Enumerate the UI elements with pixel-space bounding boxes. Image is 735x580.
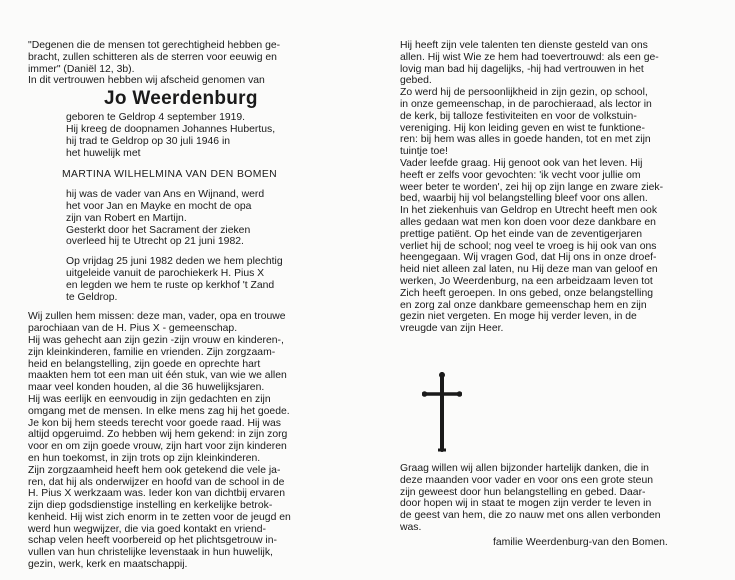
life-text: Hij heeft zijn vele talenten ten dienste gesteld van ons allen. Hij wist Wie ze hem had toevertrouwd: als een ge- lovig man bad hij dagelijks, -hij had vertrouwen in het gebed. Zo werd hij de persoonlijkheid in zijn gezin, op school, in onze gemeenschap, in de parochieraad, als lector in de kerk, bij talloze festiviteiten en voor de volkstuin- vereniging. Hij kon leiding geven en wist te funktione- ren: bij hem was alles in goede handen, tot en met zijn tuintje toe! Vader leefde graag. Hij genoot ook van het leven. Hij heeft er zelfs voor gevochten: 'ik vecht voor jullie om weer beter te worden', zei hij op zijn lange en zware ziek- bed, waarbij hij vol belangstelling bleef voor ons allen. In het ziekenhuis van Geldrop en Utrecht heeft men ook alles gedaan wat men kon doen voor deze dankbare en prettige patiënt. Op het einde van de zeventigerjaren verliet hij de school; nog veel te vroeg is hij ook van ons heengegaan. Wij vragen God, dat Hij ons in onze droef- heid niet alleen zal laten, nu Hij deze man van geloof en werken, Jo Weerdenburg, na een arbeidzaam leven tot Zich heeft geroepen. In ons gebed, onze belangstelling en zorg zal onze dankbare gemeenschap hem en zijn gezin niet vergeten. En moge hij verder leven, in de vreugde van zijn Heer.	[400, 40, 664, 335]
cross-icon	[422, 372, 462, 452]
birth-info: geboren te Geldrop 4 september 1919. Hij kreeg de doopnamen Johannes Hubertus, hij trad te Geldrop op 30 juli 1946 in het huwelijk met	[66, 112, 276, 159]
thanks-text: Graag willen wij allen bijzonder hartelijk danken, die in deze maanden voor vader en voor ons een grote steun zijn geweest door hun belangstelling en gebed. Daar- door hopen wij in staat te mogen zijn verder te leven in de geest van hem, die zo nauw met ons allen verbonden was.	[400, 463, 661, 533]
family-signature: familie Weerdenburg-van den Bomen.	[493, 537, 668, 548]
right-column	[400, 40, 700, 335]
tribute-text: Wij zullen hem missen: deze man, vader, opa en trouwe parochiaan van de H. Pius X - gemeenschap. Hij was gehecht aan zijn gezin -zijn vrouw en kinderen-, zijn kleinkinderen, familie en vrienden. Zijn zorgzaam- heid en belangstelling, zijn goede en oprechte hart maakten hem tot een man uit één stuk, van wie we allen maar veel konden houden, al die 36 huwelijksjaren. Hij was eerlijk en eenvoudig in zijn gedachten en zijn omgang met de mensen. In elke mens zag hij het goede. Je kon bij hem steeds terecht voor goede raad. Hij was altijd opgeruimd. Zo hebben wij hem gekend: in zijn zorg voor en om zijn goede vrouw, zijn hart voor zijn kinderen en hun toekomst, in zijn trots op zijn kleinkinderen. Zijn zorgzaamheid heeft hem ook getekend die vele ja- ren, dat hij als onderwijzer en hoofd van de school in de H. Pius X werkzaam was. Ieder kon van dichtbij ervaren zijn diep godsdienstige instelling en kerkelijke betrok- kenheid. Hij wist zich enorm in te zetten voor de jeugd en werd hun wegwijzer, die via goed kontakt en vriend- schap velen heeft voorbereid op het plichtsgetrouw in- vullen van hun christelijke levenstaak in hun huwelijk, gezin, werk, kerk en maatschappij.	[28, 311, 291, 571]
family-info: hij was de vader van Ans en Wijnand, werd het voor Jan en Mayke en mocht de opa zijn van Robert en Martijn. Gesterkt door het Sacrament der zieken overleed hij te Utrecht op 21 juni 1982.	[66, 189, 265, 248]
spouse-name: MARTINA WILHELMINA VAN DEN BOMEN	[62, 169, 278, 181]
left-column	[28, 40, 358, 571]
deceased-name: Jo Weerdenburg	[104, 88, 258, 110]
funeral-info: Op vrijdag 25 juni 1982 deden we hem plechtig uitgeleide vanuit de parochiekerk H. Pius X en legden we hem te ruste op kerkhof 't Zand te Geldrop.	[66, 256, 283, 303]
bible-quote: "Degenen die de mensen tot gerechtigheid hebben ge- bracht, zullen schitteren als de sterren voor eeuwig en immer" (Daniël 12, 3b). In dit vertrouwen hebben wij afscheid genomen van	[28, 40, 281, 87]
